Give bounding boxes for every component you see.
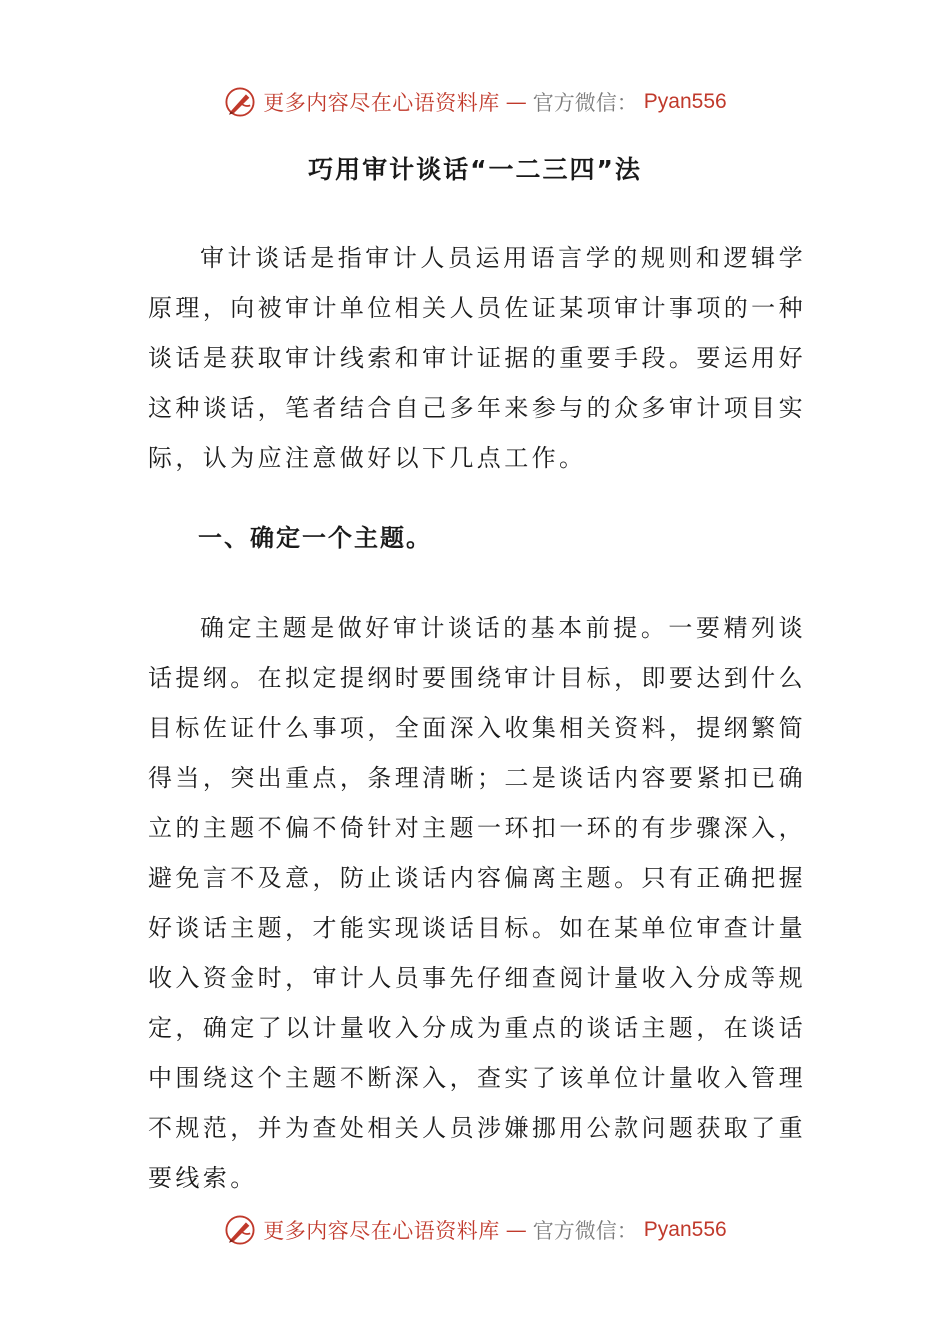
banner-contact-id: Pyan556 — [643, 90, 727, 113]
banner-content — [223, 1213, 726, 1247]
banner-contact-label: 官方微信： — [532, 1219, 638, 1243]
banner-site-text: 更多内容尽在心语资料库 — [263, 1219, 500, 1243]
pen-logo-icon — [223, 1213, 257, 1247]
intro-paragraph: 审计谈话是指审计人员运用语言学的规则和逻辑学原理，向被审计单位相关人员佐证某项审计事项的一种谈话是获取审计线索和审计证据的重要手段。要运用好这种谈话，笔者结合自己多年来参与的众多审计项目实际，认为应注意做好以下几点工作。 — [148, 244, 806, 472]
banner-dash: — — [505, 90, 527, 114]
banner-contact-id: Pyan556 — [643, 1218, 727, 1241]
pen-logo-icon — [223, 85, 257, 119]
section1-heading: 一、确定一个主题。 — [198, 524, 432, 552]
banner-content — [223, 85, 726, 119]
banner-site-text: 更多内容尽在心语资料库 — [263, 91, 500, 115]
header-banner — [0, 82, 950, 122]
banner-contact-label: 官方微信： — [532, 91, 638, 115]
footer-banner — [0, 1210, 950, 1250]
banner-dash: — — [505, 1218, 527, 1242]
section1-paragraph: 确定主题是做好审计谈话的基本前提。一要精列谈话提纲。在拟定提纲时要围绕审计目标，即要达到什么目标佐证什么事项，全面深入收集相关资料，提纲繁简得当，突出重点，条理清晰；二是谈话内容要紧扣已确立的主题不偏不倚针对主题一环扣一环的有步骤深入，避免言不及意，防止谈话内容偏离主题。只有正确把握好谈话主题，才能实现谈话目标。如在某单位审查计量收入资金时，审计人员事先仔细查阅计量收入分成等规定，确定了以计量收入分成为重点的谈话主题，在谈话中围绕这个主题不断深入，查实了该单位计量收入管理不规范，并为查处相关人员涉嫌挪用公款问题获取了重要线索。 — [148, 614, 806, 1192]
document-title: 巧用审计谈话“一二三四”法 — [308, 155, 642, 184]
